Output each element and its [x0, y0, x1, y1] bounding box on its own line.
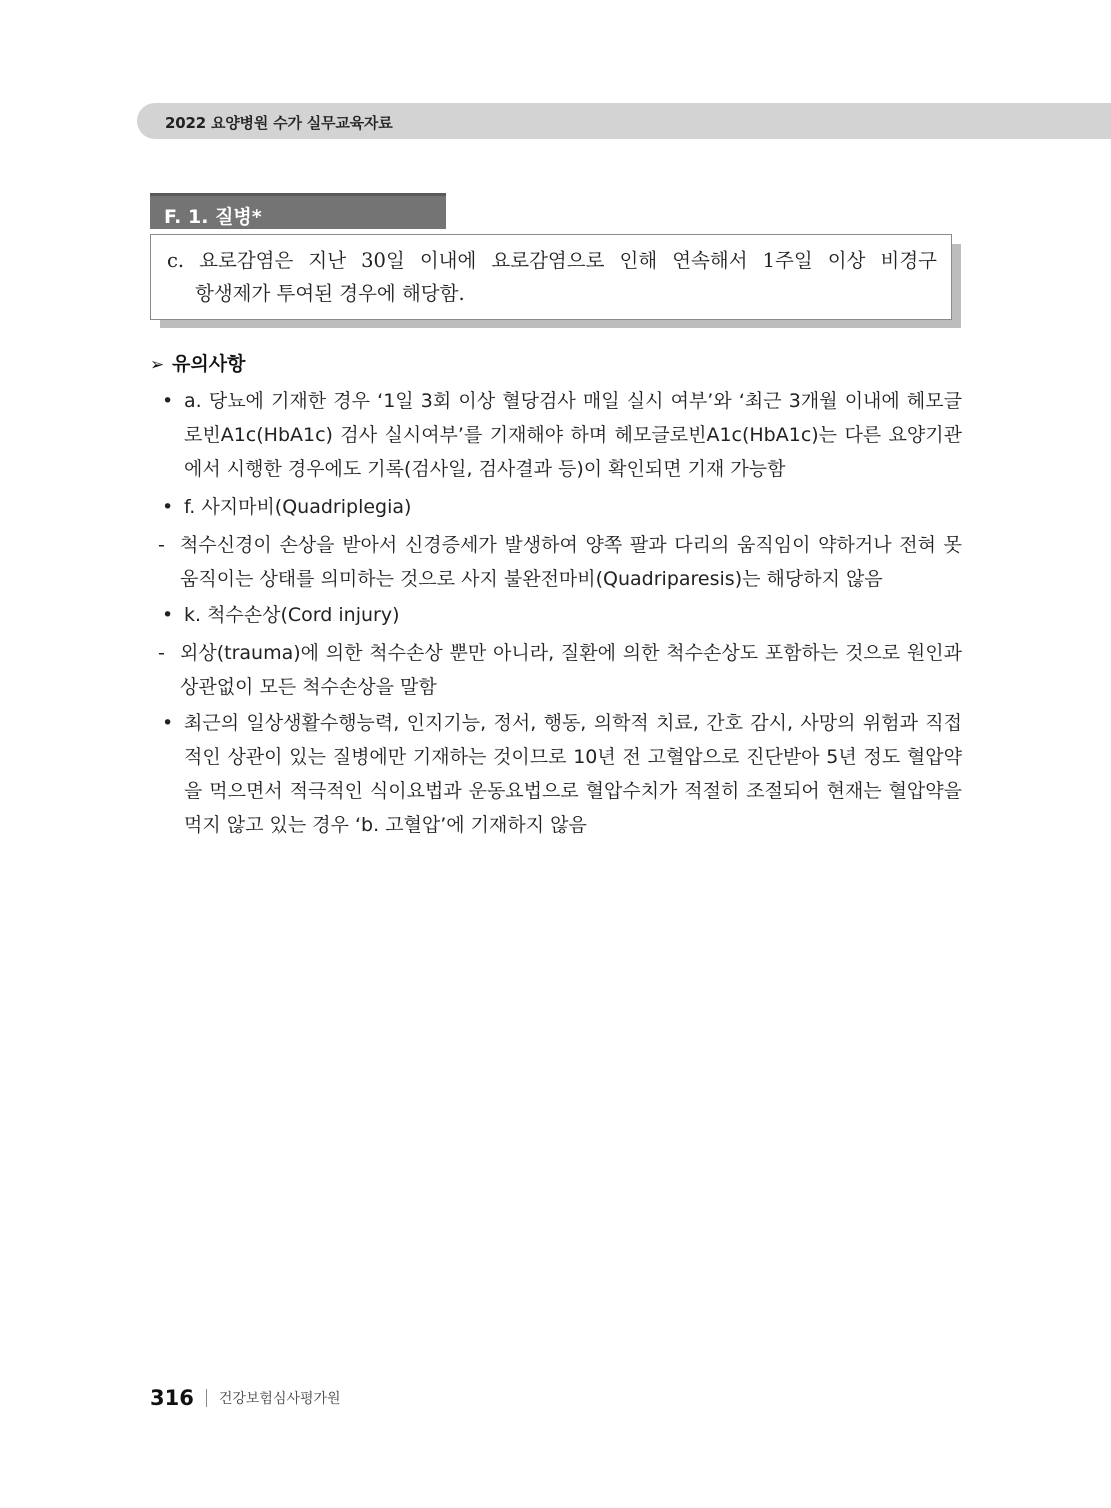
dash-icon: -: [158, 534, 165, 556]
footer-organization: 건강보험심사평가원: [218, 1391, 341, 1407]
page-footer: [150, 1386, 341, 1410]
dash-icon: -: [158, 642, 165, 664]
definition-text: [167, 244, 937, 310]
notes-list: [158, 384, 962, 846]
bullet-icon: •: [162, 604, 174, 626]
bullet-icon: •: [162, 390, 174, 412]
footer-divider: [206, 1389, 207, 1407]
note-item-quadriplegia: [162, 490, 962, 524]
notes-heading-label: 유의사항: [172, 353, 246, 375]
note-item-text: k. 척수손상(Cord injury): [184, 604, 400, 626]
notes-heading: [150, 349, 245, 376]
bullet-icon: •: [162, 496, 174, 518]
running-header-title: 2022 요양병원 수가 실무교육자료: [165, 114, 393, 132]
definition-line-2: 항생제가 투여된 경우에 해당함.: [195, 282, 465, 305]
section-tab: [150, 193, 446, 229]
page-number: 316: [150, 1386, 194, 1410]
note-item-text: a. 당뇨에 기재한 경우 ‘1일 3회 이상 혈당검사 매일 실시 여부’와 ‘최근 3개월 이내에 헤모글로빈A1c(HbA1c) 검사 실시여부’를 기재해야 하며 헤모글로빈A1c(HbA1c)는 다른 요양기관에서 시행한 경우에도 기록(검사일, 검사결과 등)이 확인되면 기재 가능함: [184, 390, 962, 480]
note-item-text: 최근의 일상생활수행능력, 인지기능, 정서, 행동, 의학적 치료, 간호 감시, 사망의 위험과 직접적인 상관이 있는 질병에만 기재하는 것이므로 10년 전 고혈압으로 진단받아 5년 정도 혈압약을 먹으면서 적극적인 식이요법과 운동요법으로 혈압수치가 적절히 조절되어 현재는 혈압약을 먹지 않고 있는 경우 ‘b. 고혈압’에 기재하지 않음: [184, 712, 962, 836]
note-item-diabetes: [162, 384, 962, 486]
note-subitem-cord-injury: [140, 636, 962, 704]
section-tab-label: F. 1. 질병*: [164, 206, 262, 228]
definition-box: [150, 234, 952, 320]
running-header: [137, 103, 1111, 139]
note-subitem-text: 외상(trauma)에 의한 척수손상 뿐만 아니라, 질환에 의한 척수손상도 포함하는 것으로 원인과 상관없이 모든 척수손상을 말함: [180, 642, 962, 698]
note-item-text: f. 사지마비(Quadriplegia): [184, 496, 412, 518]
note-item-recent-conditions: [162, 706, 962, 842]
bullet-icon: •: [162, 712, 174, 734]
arrow-bullet-icon: ➢: [150, 355, 165, 375]
note-item-cord-injury: [162, 598, 962, 632]
definition-line-1: c. 요로감염은 지난 30일 이내에 요로감염으로 인해 연속해서 1주일 이상 비경구: [167, 249, 937, 272]
note-subitem-text: 척수신경이 손상을 받아서 신경증세가 발생하여 양쪽 팔과 다리의 움직임이 약하거나 전혀 못 움직이는 상태를 의미하는 것으로 사지 불완전마비(Quadriparesis)는 해당하지 않음: [180, 534, 962, 590]
note-subitem-quadriplegia: [140, 528, 962, 596]
